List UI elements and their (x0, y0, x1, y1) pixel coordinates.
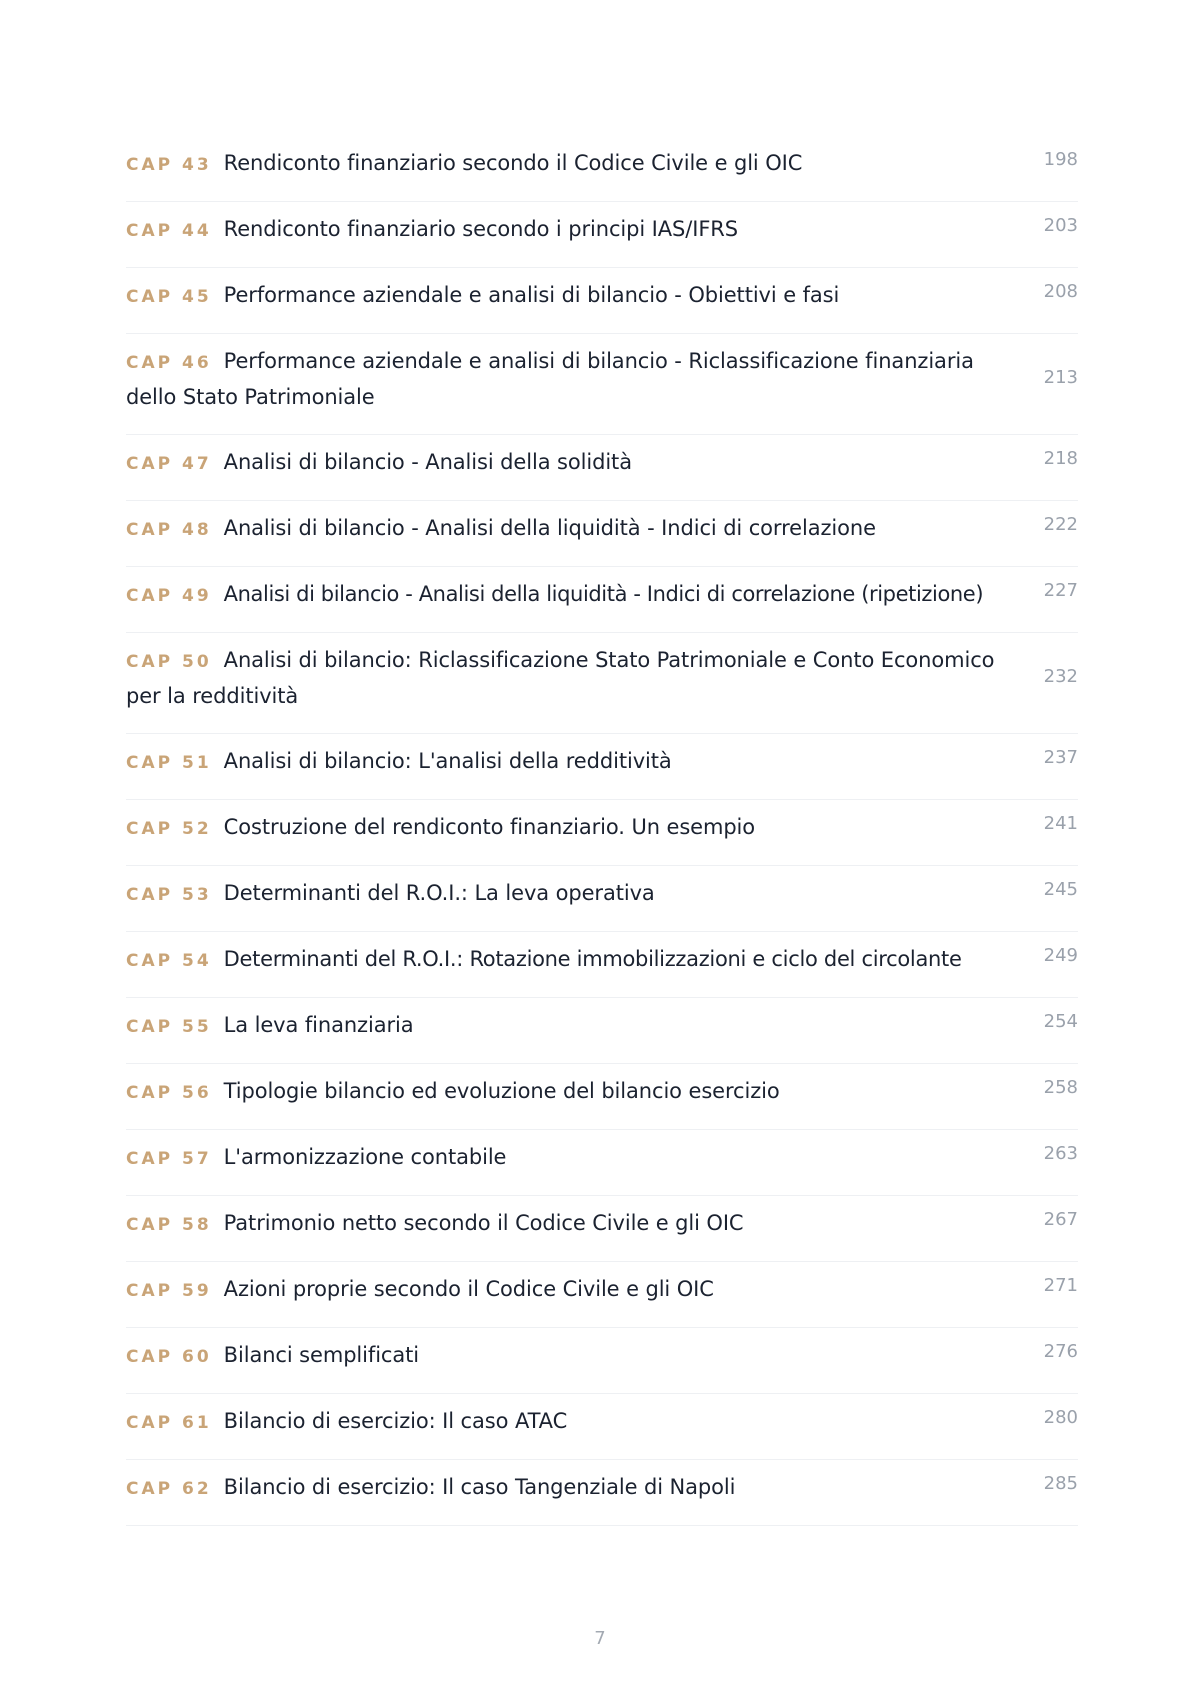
toc-entry-text (126, 1343, 419, 1367)
chapter-title: Bilancio di esercizio: Il caso Tangenziale di Napoli (223, 1475, 736, 1499)
toc-entry[interactable] (126, 633, 1078, 734)
toc-entry[interactable] (126, 1394, 1078, 1460)
toc-entry-text (126, 1211, 743, 1235)
toc-entry-text (126, 749, 672, 773)
chapter-title: Analisi di bilancio: L'analisi della redditività (223, 749, 672, 773)
toc-entry-text (126, 283, 839, 307)
toc-entry[interactable] (126, 1196, 1078, 1262)
chapter-label: CAP 61 (126, 1413, 212, 1433)
page-number: 267 (1043, 1209, 1078, 1230)
chapter-label: CAP 48 (126, 520, 212, 540)
toc-entry[interactable] (126, 334, 1078, 435)
page-number: 263 (1043, 1143, 1078, 1164)
toc-entry-text (126, 947, 962, 971)
page-number: 218 (1043, 448, 1078, 469)
chapter-title: La leva finanziaria (223, 1013, 414, 1037)
toc-entry-text (126, 217, 738, 241)
toc-entry-text (126, 1409, 567, 1433)
chapter-title: Patrimonio netto secondo il Codice Civile e gli OIC (223, 1211, 744, 1235)
toc-entry-text (126, 582, 983, 606)
chapter-title: Determinanti del R.O.I.: La leva operativa (223, 881, 655, 905)
chapter-label: CAP 58 (126, 1215, 212, 1235)
chapter-label: CAP 62 (126, 1479, 212, 1499)
toc-entry[interactable] (126, 734, 1078, 800)
toc-entry[interactable] (126, 1130, 1078, 1196)
chapter-label: CAP 53 (126, 885, 212, 905)
chapter-label: CAP 47 (126, 454, 212, 474)
chapter-label: CAP 49 (126, 586, 212, 606)
chapter-title: Azioni proprie secondo il Codice Civile e gli OIC (223, 1277, 714, 1301)
chapter-title: Rendiconto finanziario secondo i principi IAS/IFRS (223, 217, 739, 241)
chapter-title: Costruzione del rendiconto finanziario. Un esempio (223, 815, 756, 839)
toc-entry[interactable] (126, 1328, 1078, 1394)
chapter-label: CAP 57 (126, 1149, 212, 1169)
toc-entry-text (126, 648, 994, 708)
chapter-label: CAP 55 (126, 1017, 212, 1037)
page-number: 280 (1043, 1407, 1078, 1428)
page-number: 258 (1043, 1077, 1078, 1098)
page-number: 237 (1043, 747, 1078, 768)
page-number: 222 (1043, 514, 1078, 535)
page-number: 213 (1043, 367, 1078, 388)
page-number: 271 (1043, 1275, 1078, 1296)
chapter-title: L'armonizzazione contabile (223, 1145, 507, 1169)
page-number: 254 (1043, 1011, 1078, 1032)
page-number: 208 (1043, 281, 1078, 302)
toc-entry-text (126, 815, 755, 839)
footer-page-number: 7 (594, 1628, 606, 1649)
chapter-label: CAP 56 (126, 1083, 212, 1103)
toc-entry-text (126, 1475, 735, 1499)
chapter-title: Performance aziendale e analisi di bilancio - Obiettivi e fasi (223, 283, 840, 307)
page-number: 245 (1043, 879, 1078, 900)
toc-entry[interactable] (126, 268, 1078, 334)
chapter-label: CAP 52 (126, 819, 212, 839)
toc-entry[interactable] (126, 1262, 1078, 1328)
page-number: 276 (1043, 1341, 1078, 1362)
toc-entry-text (126, 450, 632, 474)
chapter-title: Bilancio di esercizio: Il caso ATAC (223, 1409, 568, 1433)
toc-entry-text (126, 151, 802, 175)
toc-entry-text (126, 1145, 506, 1169)
toc-entry[interactable] (126, 866, 1078, 932)
toc-entry-text (126, 516, 876, 540)
toc-entry[interactable] (126, 136, 1078, 202)
toc-entry[interactable] (126, 998, 1078, 1064)
chapter-label: CAP 60 (126, 1347, 212, 1367)
toc-entry-text (126, 1277, 714, 1301)
page-number: 232 (1043, 666, 1078, 687)
page-number: 249 (1043, 945, 1078, 966)
toc-entry[interactable] (126, 1064, 1078, 1130)
toc-entry-text (126, 1079, 780, 1103)
table-of-contents (126, 136, 1078, 1526)
toc-entry-text (126, 1013, 414, 1037)
chapter-label: CAP 43 (126, 155, 212, 175)
chapter-title: Performance aziendale e analisi di bilancio - Riclassificazione finanziaria dello Stato Patrimoniale (126, 349, 974, 409)
chapter-label: CAP 50 (126, 652, 212, 672)
page-number: 241 (1043, 813, 1078, 834)
page-number: 285 (1043, 1473, 1078, 1494)
page-number: 203 (1043, 215, 1078, 236)
chapter-label: CAP 51 (126, 753, 212, 773)
chapter-label: CAP 46 (126, 353, 212, 373)
chapter-title: Analisi di bilancio - Analisi della liquidità - Indici di correlazione (223, 516, 876, 540)
toc-entry[interactable] (126, 501, 1078, 567)
chapter-title: Analisi di bilancio: Riclassificazione Stato Patrimoniale e Conto Economico per la redditività (126, 648, 995, 708)
chapter-title: Determinanti del R.O.I.: Rotazione immobilizzazioni e ciclo del circolante (223, 947, 962, 971)
page-number: 198 (1043, 149, 1078, 170)
toc-entry[interactable] (126, 1460, 1078, 1526)
toc-entry[interactable] (126, 435, 1078, 501)
toc-entry[interactable] (126, 202, 1078, 268)
chapter-title: Rendiconto finanziario secondo il Codice Civile e gli OIC (223, 151, 803, 175)
chapter-label: CAP 44 (126, 221, 212, 241)
toc-entry[interactable] (126, 567, 1078, 633)
chapter-title: Bilanci semplificati (223, 1343, 420, 1367)
chapter-label: CAP 59 (126, 1281, 212, 1301)
chapter-title: Tipologie bilancio ed evoluzione del bilancio esercizio (223, 1079, 780, 1103)
toc-entry[interactable] (126, 800, 1078, 866)
chapter-title: Analisi di bilancio - Analisi della solidità (223, 450, 632, 474)
page-number: 227 (1043, 580, 1078, 601)
chapter-label: CAP 45 (126, 287, 212, 307)
chapter-label: CAP 54 (126, 951, 212, 971)
chapter-title: Analisi di bilancio - Analisi della liquidità - Indici di correlazione (ripetizione) (223, 582, 984, 606)
toc-entry-text (126, 349, 974, 409)
toc-entry[interactable] (126, 932, 1078, 998)
toc-entry-text (126, 881, 655, 905)
